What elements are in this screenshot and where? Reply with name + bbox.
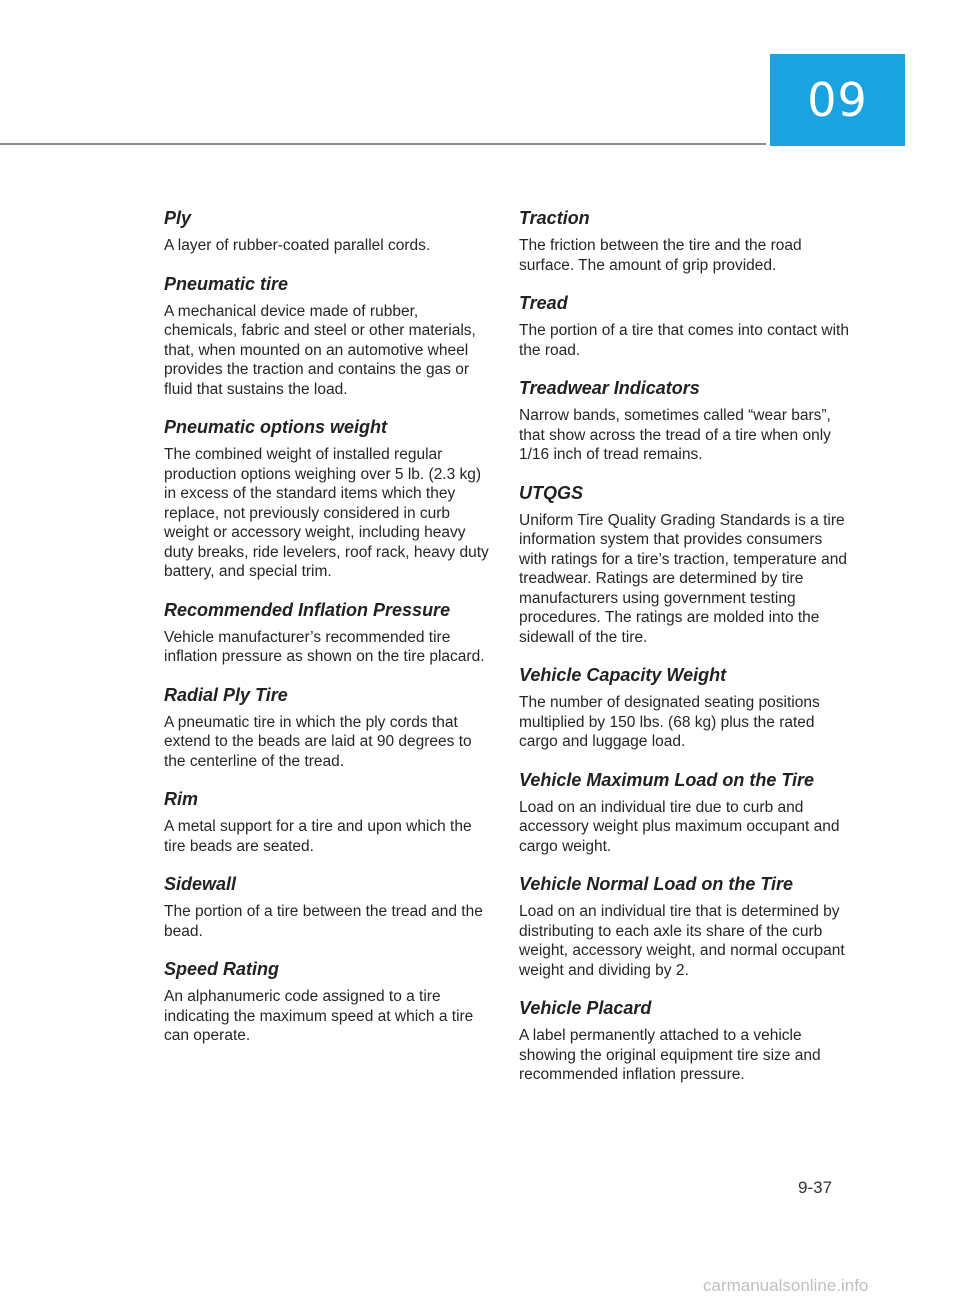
glossary-term: Rim bbox=[164, 789, 199, 809]
glossary-definition: Narrow bands, sometimes called “wear bars”, that show across the tread of a tire when only 1/16 inch of tread remains. bbox=[519, 407, 831, 463]
glossary-definition: A label permanently attached to a vehicle showing the original equipment tire size and recommended inflation pressure. bbox=[519, 1027, 821, 1083]
glossary-definition: The friction between the tire and the road surface. The amount of grip provided. bbox=[519, 237, 802, 274]
glossary-term: Speed Rating bbox=[164, 959, 280, 979]
right-column bbox=[519, 207, 849, 1102]
glossary-term: Treadwear Indicators bbox=[519, 378, 700, 398]
glossary-term: Vehicle Placard bbox=[519, 998, 652, 1018]
glossary-definition: Load on an individual tire due to curb and accessory weight plus maximum occupant and cargo weight. bbox=[519, 798, 840, 855]
glossary-entry bbox=[164, 873, 494, 941]
glossary-definition: The number of designated seating positions multiplied by 150 lbs. (68 kg) plus the rated cargo and luggage load. bbox=[519, 694, 820, 750]
glossary-definition: The portion of a tire between the tread and the bead. bbox=[164, 903, 483, 940]
glossary-entry bbox=[519, 997, 849, 1085]
chapter-tab bbox=[770, 54, 905, 146]
glossary-term: Tread bbox=[519, 293, 568, 313]
glossary-definition: Vehicle manufacturer’s recommended tire inflation pressure as shown on the tire placard. bbox=[164, 628, 485, 665]
glossary-entry bbox=[164, 684, 494, 772]
glossary-entry bbox=[519, 769, 849, 857]
header-rule bbox=[0, 143, 766, 145]
glossary-definition: A metal support for a tire and upon which the tire beads are seated. bbox=[164, 818, 472, 855]
glossary-term: Radial Ply Tire bbox=[164, 684, 288, 705]
glossary-term: Vehicle Maximum Load on the Tire bbox=[519, 769, 815, 790]
glossary-definition: The portion of a tire that comes into contact with the road. bbox=[519, 322, 849, 359]
glossary-term: Traction bbox=[519, 208, 590, 228]
glossary-term: Recommended Inflation Pressure bbox=[164, 599, 451, 620]
glossary-term: UTQGS bbox=[519, 482, 584, 503]
chapter-number: 09 bbox=[807, 73, 868, 127]
glossary-definition: A mechanical device made of rubber, chemicals, fabric and steel or other materials, that, when mounted on an automotive wheel provides the traction and contains the gas or fluid that sustains the load. bbox=[164, 302, 476, 398]
glossary-entry bbox=[164, 788, 494, 856]
glossary-definition: A layer of rubber-coated parallel cords. bbox=[164, 237, 431, 254]
glossary-term: Vehicle Capacity Weight bbox=[519, 665, 727, 685]
glossary-entry bbox=[164, 599, 494, 667]
glossary-entry bbox=[164, 273, 494, 400]
glossary-entry bbox=[164, 958, 494, 1046]
page-number: 9-37 bbox=[798, 1178, 833, 1197]
glossary-definition: Uniform Tire Quality Grading Standards is a tire information system that provides consumers with ratings for a tire’s traction, temperature and treadwear. Ratings are determined by tire manufacturers using government testing procedures. The ratings are molded into the sidewall of the tire. bbox=[519, 511, 847, 646]
left-column bbox=[164, 207, 494, 1063]
glossary-entry bbox=[519, 664, 849, 752]
glossary-entry bbox=[519, 873, 849, 980]
watermark: carmanualsonline.info bbox=[703, 1276, 869, 1295]
glossary-definition: An alphanumeric code assigned to a tire indicating the maximum speed at which a tire can operate. bbox=[164, 988, 474, 1044]
glossary-definition: The combined weight of installed regular production options weighing over 5 lb. (2.3 kg) in excess of the standard items which they replace, not previously considered in curb weight or accessory weight, including heavy duty breaks, ride levelers, roof rack, heavy duty battery, and special trim. bbox=[164, 446, 489, 580]
glossary-term: Ply bbox=[164, 208, 192, 228]
glossary-entry bbox=[519, 482, 849, 648]
glossary-term: Sidewall bbox=[164, 874, 237, 894]
glossary-entry bbox=[164, 416, 494, 582]
glossary-entry bbox=[519, 292, 849, 360]
glossary-definition: Load on an individual tire that is determined by distributing to each axle its share of the curb weight, accessory weight, and normal occupant weight and dividing by 2. bbox=[519, 903, 845, 979]
glossary-term: Pneumatic tire bbox=[164, 273, 289, 294]
glossary-entry bbox=[164, 207, 494, 256]
glossary-entry bbox=[519, 207, 849, 275]
glossary-term: Pneumatic options weight bbox=[164, 417, 388, 437]
glossary-term: Vehicle Normal Load on the Tire bbox=[519, 874, 794, 894]
glossary-definition: A pneumatic tire in which the ply cords that extend to the beads are laid at 90 degrees to the centerline of the tread. bbox=[164, 713, 472, 770]
glossary-entry bbox=[519, 377, 849, 465]
